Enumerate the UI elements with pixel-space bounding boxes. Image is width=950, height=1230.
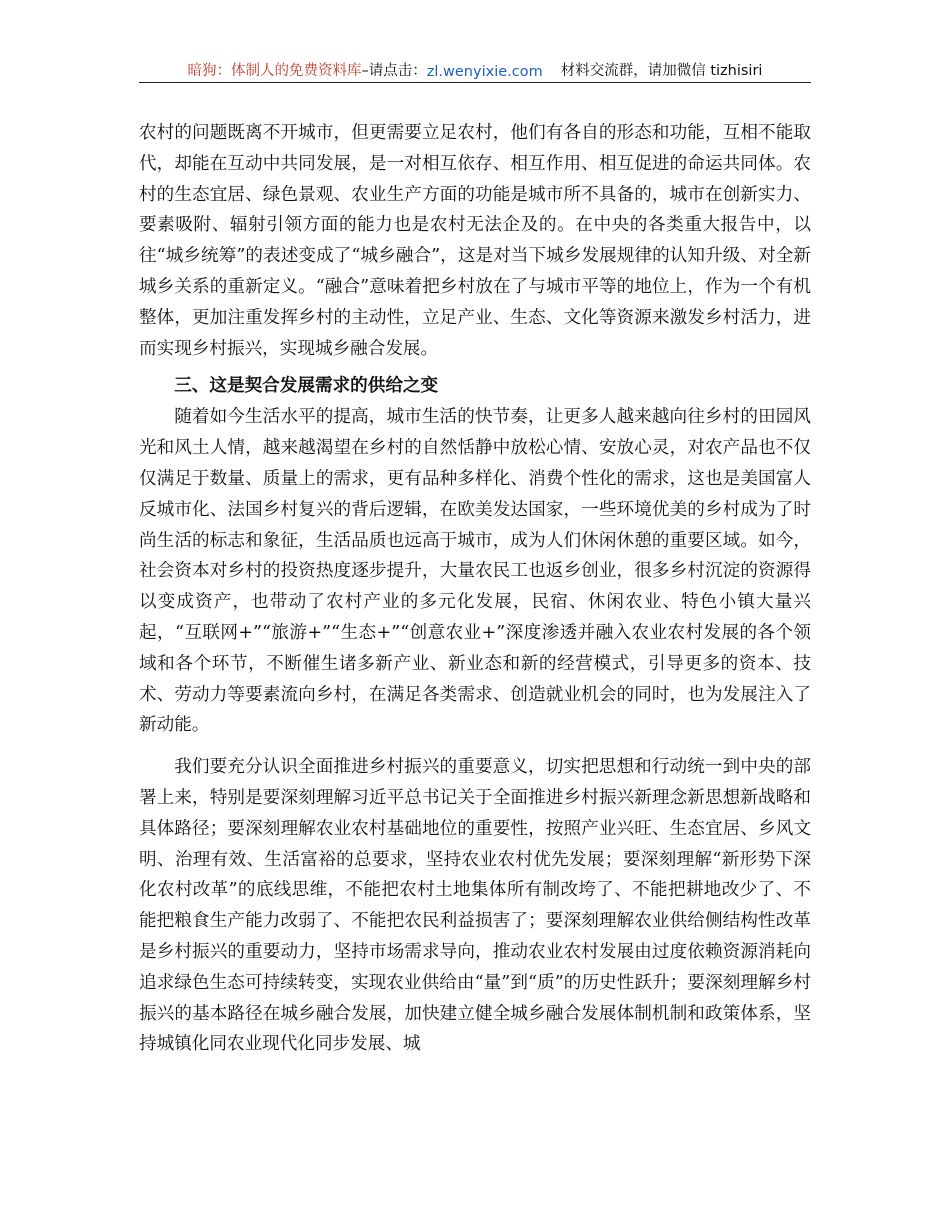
paragraph-urban-rural: 农村的问题既离不开城市，但更需要立足农村，他们有各自的形态和功能，互相不能取代，却能在互动中共同发展，是一对相互依存、相互作用、相互促进的命运共同体。农村的生态宜居、绿色景观、农业生产方面的功能是城市所不具备的，城市在创新实力、要素吸附、辐射引领方面的能力也是农村无法企及的。在中央的各类重大报告中，以往“城乡统筹”的表述变成了“城乡融合”，这是对当下城乡发展规律的认知升级、对全新城乡关系的重新定义。“融合”意味着把乡村放在了与城市平等的地位上，作为一个有机整体，更加注重发挥乡村的主动性，立足产业、生态、文化等资源来激发乡村活力，进而实现乡村振兴，实现城乡融合发展。 [139, 123, 811, 359]
paragraph-rural-revitalization: 我们要充分认识全面推进乡村振兴的重要意义，切实把思想和行动统一到中央的部署上来，特别是要深刻理解习近平总书记关于全面推进乡村振兴新理念新思想新战略和具体路径；要深刻理解农业农村基础地位的重要性，按照产业兴旺、生态宜居、乡风文明、治理有效、生活富裕的总要求，坚持农业农村优先发展；要深刻理解“新形势下深化农村改革”的底线思维，不能把农村土地集体所有制改垮了、不能把耕地改少了、不能把粮食生产能力改弱了、不能把农民利益损害了；要深刻理解农业供给侧结构性改革是乡村振兴的重要动力，坚持市场需求导向，推动农业农村发展由过度依赖资源消耗向追求绿色生态可持续转变，实现农业供给由“量”到“质”的历史性跃升；要深刻理解乡村振兴的基本路径在城乡融合发展，加快建立健全城乡融合发展体制机制和政策体系，坚持城镇化同农业现代化同步发展、城 [139, 757, 811, 1055]
header-url-link[interactable]: zl.wenyixie.com [426, 64, 543, 80]
document-body [139, 118, 811, 1060]
header-contact: 材料交流群，请加微信 tizhisiri [560, 63, 763, 79]
header-click-prompt: –请点击： [361, 63, 427, 79]
page-header [139, 58, 811, 83]
section-heading-3: 三、这是契合发展需求的供给之变 [174, 376, 439, 397]
header-brand: 暗狗：体制人的免费资料库 [187, 63, 362, 79]
paragraph-demand-supply: 随着如今生活水平的提高，城市生活的快节奏，让更多人越来越向往乡村的田园风光和风土人情，越来越渴望在乡村的自然恬静中放松心情、安放心灵，对农产品也不仅仅满足于数量、质量上的需求，更有品种多样化、消费个性化的需求，这也是美国富人反城市化、法国乡村复兴的背后逻辑，在欧美发达国家，一些环境优美的乡村成为了时尚生活的标志和象征，生活品质也远高于城市，成为人们休闲休憩的重要区域。如今，社会资本对乡村的投资热度逐步提升，大量农民工也返乡创业，很多乡村沉淀的资源得以变成资产，也带动了农村产业的多元化发展，民宿、休闲农业、特色小镇大量兴起，“互联网+”“旅游+”“生态+”“创意农业+”深度渗透并融入农业农村发展的各个领域和各个环节，不断催生诸多新产业、新业态和新的经营模式，引导更多的资本、技术、劳动力等要素流向乡村，在满足各类需求、创造就业机会的同时，也为发展注入了新动能。 [139, 407, 811, 736]
